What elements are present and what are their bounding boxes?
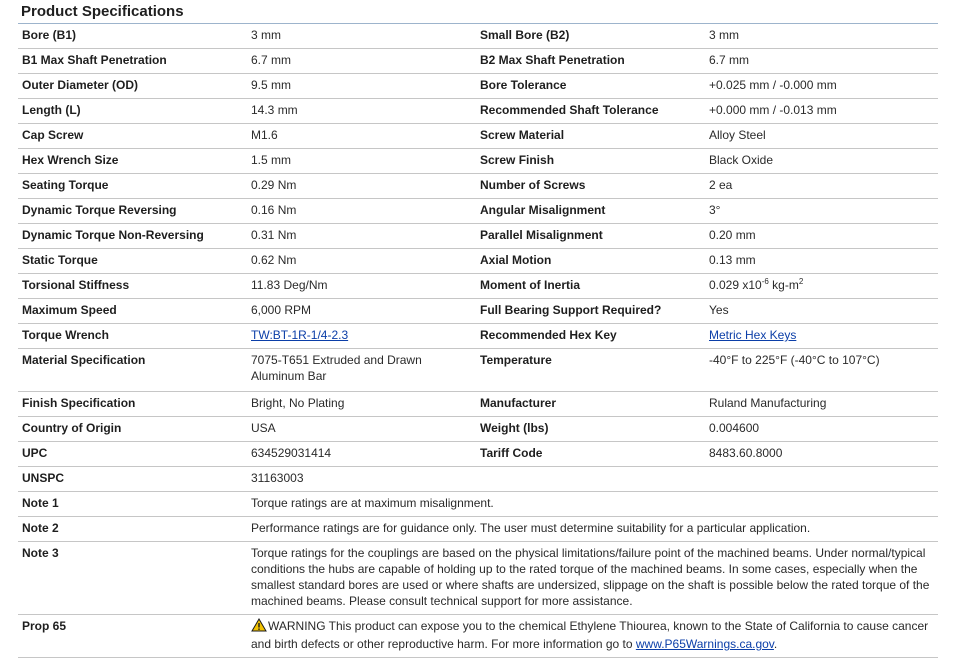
warning-triangle-icon	[251, 618, 267, 636]
spec-value: 6.7 mm	[709, 53, 750, 67]
spec-label: Country of Origin	[22, 421, 122, 435]
spec-value: 0.62 Nm	[251, 253, 297, 267]
material-value	[247, 349, 476, 392]
spec-value: 0.20 mm	[709, 228, 756, 242]
note-row	[18, 492, 938, 517]
table-row	[18, 324, 938, 349]
spec-label: Finish Specification	[22, 396, 136, 410]
prop65-warning-text: WARNING This product can expose you to the chemical Ethylene Thiourea, known to the State of California to cause cancer and birth defects or other reproductive harm. For more information go to	[251, 619, 929, 651]
spec-label: Moment of Inertia	[480, 278, 581, 292]
note-label: Note 3	[22, 546, 59, 560]
moment-of-inertia-value	[705, 274, 938, 299]
table-row	[18, 442, 938, 467]
spec-value: 0.13 mm	[709, 253, 756, 267]
spec-value: -40°F to 225°F (-40°C to 107°C)	[709, 353, 880, 367]
spec-label: Recommended Shaft Tolerance	[480, 103, 659, 117]
torque-wrench-link[interactable]: TW:BT-1R-1/4-2.3	[251, 328, 349, 342]
table-row	[18, 174, 938, 199]
spec-value: USA	[251, 421, 276, 435]
spec-value: 0.004600	[709, 421, 760, 435]
spec-value: M1.6	[251, 128, 278, 142]
spec-label: Bore Tolerance	[480, 78, 567, 92]
spec-label: Axial Motion	[480, 253, 552, 267]
spec-label: Temperature	[480, 353, 552, 367]
spec-value: 0.16 Nm	[251, 203, 297, 217]
spec-label: Outer Diameter (OD)	[22, 78, 139, 92]
hex-key-link[interactable]: Metric Hex Keys	[709, 328, 797, 342]
inertia-unit-exponent: 2	[798, 277, 804, 286]
inertia-unit: kg-m	[768, 278, 799, 292]
spec-label: UPC	[22, 446, 48, 460]
note-text: Performance ratings are for guidance only. The user must determine suitability for a particular application.	[251, 521, 811, 535]
table-row	[18, 299, 938, 324]
spec-label: Angular Misalignment	[480, 203, 606, 217]
table-row	[18, 74, 938, 99]
note-row	[18, 517, 938, 542]
material-line-2: Aluminum Bar	[251, 369, 327, 383]
spec-label: Torque Wrench	[22, 328, 109, 342]
spec-value: 11.83 Deg/Nm	[251, 278, 328, 292]
spec-value: Alloy Steel	[709, 128, 766, 142]
spec-label: Screw Finish	[480, 153, 555, 167]
note-row	[18, 542, 938, 615]
spec-value: 6.7 mm	[251, 53, 292, 67]
spec-label: Weight (lbs)	[480, 421, 549, 435]
spec-value: 0.29 Nm	[251, 178, 297, 192]
spec-value: +0.000 mm / -0.013 mm	[709, 103, 837, 117]
spec-label: Torsional Stiffness	[22, 278, 130, 292]
spec-label: Full Bearing Support Required?	[480, 303, 662, 317]
note-text: Torque ratings are at maximum misalignment.	[251, 496, 494, 510]
spec-label: Manufacturer	[480, 396, 557, 410]
spec-value: 3°	[709, 203, 721, 217]
spec-label: Maximum Speed	[22, 303, 117, 317]
spec-label: Material Specification	[22, 353, 146, 367]
prop65-row	[18, 615, 938, 658]
p65-warnings-link[interactable]: www.P65Warnings.ca.gov	[635, 637, 774, 651]
spec-label: B2 Max Shaft Penetration	[480, 53, 625, 67]
spec-value: 14.3 mm	[251, 103, 298, 117]
table-row	[18, 99, 938, 124]
table-row	[18, 124, 938, 149]
table-row	[18, 392, 938, 417]
spec-container	[18, 0, 938, 658]
prop65-period: .	[773, 637, 778, 651]
spec-label: Small Bore (B2)	[480, 28, 570, 42]
spec-label: Dynamic Torque Non-Reversing	[22, 228, 204, 242]
spec-value: Yes	[709, 303, 729, 317]
spec-label: Dynamic Torque Reversing	[22, 203, 177, 217]
table-row	[18, 274, 938, 299]
material-line-1: 7075-T651 Extruded and Drawn	[251, 353, 422, 367]
spec-label: Cap Screw	[22, 128, 84, 142]
spec-label: UNSPC	[22, 471, 65, 485]
table-row	[18, 417, 938, 442]
table-row	[18, 49, 938, 74]
spec-value: 1.5 mm	[251, 153, 292, 167]
note-label: Note 1	[22, 496, 59, 510]
spec-label: Static Torque	[22, 253, 98, 267]
table-row	[18, 199, 938, 224]
spec-value: Ruland Manufacturing	[709, 396, 827, 410]
spec-label: Screw Material	[480, 128, 565, 142]
spec-label: Hex Wrench Size	[22, 153, 119, 167]
spec-value: Bright, No Plating	[251, 396, 345, 410]
spec-label: B1 Max Shaft Penetration	[22, 53, 167, 67]
table-row	[18, 467, 938, 492]
spec-value: 31163003	[251, 471, 304, 485]
spec-table	[18, 23, 938, 658]
inertia-base: 0.029 x10	[709, 278, 762, 292]
table-row	[18, 24, 938, 49]
spec-label: Tariff Code	[480, 446, 543, 460]
spec-value: 0.31 Nm	[251, 228, 297, 242]
spec-value: 2 ea	[709, 178, 733, 192]
table-row	[18, 149, 938, 174]
spec-value: 6,000 RPM	[251, 303, 312, 317]
table-row	[18, 224, 938, 249]
prop65-text	[247, 615, 938, 658]
torque-wrench-value	[247, 324, 476, 349]
table-row	[18, 349, 938, 392]
note-label: Prop 65	[22, 619, 67, 633]
spec-label: Number of Screws	[480, 178, 586, 192]
spec-label: Seating Torque	[22, 178, 109, 192]
hex-key-value	[705, 324, 938, 349]
spec-value: 9.5 mm	[251, 78, 292, 92]
spec-value: 8483.60.8000	[709, 446, 783, 460]
spec-label: Parallel Misalignment	[480, 228, 603, 242]
spec-value: 634529031414	[251, 446, 332, 460]
page-title: Product Specifications	[21, 3, 184, 20]
spec-label: Bore (B1)	[22, 28, 77, 42]
spec-value: +0.025 mm / -0.000 mm	[709, 78, 837, 92]
spec-value: 3 mm	[251, 28, 281, 42]
spec-label: Length (L)	[22, 103, 81, 117]
note-text: Torque ratings for the couplings are based on the physical limitations/failure point of the machined beams. Under normal/typical conditions the hubs are capable of holding up to the rated torque of the machined beams. In some cases, especially when the smallest standard bores are used or where shafts are undersized, slippage on the shaft is possible below the rated torque of the machined beams. Please consult technical support for more assistance.	[251, 546, 930, 608]
inertia-exponent: -6	[761, 277, 769, 286]
spec-label: Recommended Hex Key	[480, 328, 617, 342]
table-row	[18, 249, 938, 274]
note-label: Note 2	[22, 521, 59, 535]
spec-value: Black Oxide	[709, 153, 774, 167]
spec-value: 3 mm	[709, 28, 739, 42]
